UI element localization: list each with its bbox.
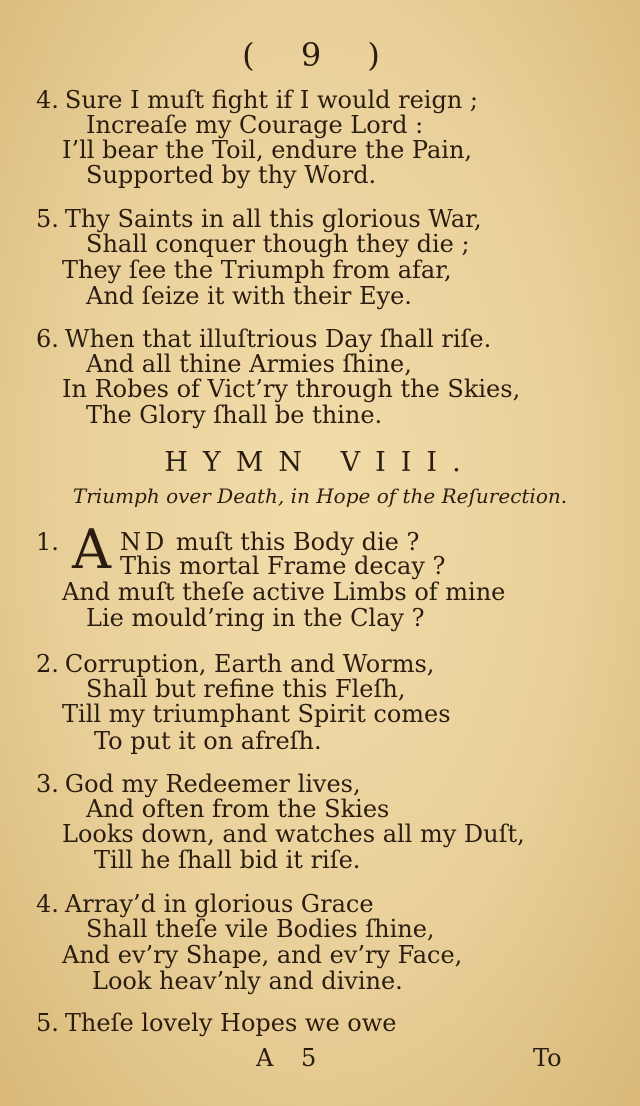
verse-text: God my Redeemer lives, xyxy=(64,770,361,798)
stanza-number: 3. xyxy=(36,770,59,798)
catchword: To xyxy=(533,1044,562,1072)
drop-cap: A xyxy=(72,518,111,581)
hymn-subtitle: Triumph over Death, in Hope of the Reſurection. xyxy=(72,484,568,508)
stanza-6-line-1 xyxy=(36,325,491,353)
verse-text: Theſe lovely Hopes we owe xyxy=(64,1009,397,1037)
stanza-4-line-2: Increaſe my Courage Lord : xyxy=(86,111,424,139)
stanza-6-line-2: And all thine Armies ſhine, xyxy=(86,350,412,378)
hymn-stanza-1-number: 1. xyxy=(36,528,59,556)
stanza-5-line-4: And ſeize it with their Eye. xyxy=(86,282,412,310)
hymn-stanza-2-line-3: Till my triumphant Spirit comes xyxy=(62,700,451,728)
stanza-5-line-1 xyxy=(36,205,482,233)
hymn-stanza-1-line-2: This mortal Frame decay ? xyxy=(120,552,446,580)
stanza-number: 2. xyxy=(36,650,59,678)
hymn-stanza-1-line-3: And muſt theſe active Limbs of mine xyxy=(62,578,506,606)
hymn-stanza-2-line-4: To put it on afreſh. xyxy=(94,727,322,755)
stanza-4-line-4: Supported by thy Word. xyxy=(86,161,377,189)
verse-text: Thy Saints in all this glorious War, xyxy=(64,205,482,233)
verse-text: Corruption, Earth and Worms, xyxy=(64,650,435,678)
hymn-stanza-4-line-1 xyxy=(36,890,374,918)
verse-text: Array’d in glorious Grace xyxy=(64,890,374,918)
hymn-stanza-3-line-2: And often from the Skies xyxy=(86,795,390,823)
stanza-number: 6. xyxy=(36,325,59,353)
hymn-stanza-5-line-1 xyxy=(36,1009,397,1037)
signature-mark: A 5 xyxy=(256,1044,327,1072)
stanza-4-line-1 xyxy=(36,86,478,114)
stanza-number: 5. xyxy=(36,1009,59,1037)
hymn-stanza-4-line-4: Look heav’nly and divine. xyxy=(92,967,403,995)
page-number: ( 9 ) xyxy=(242,36,398,74)
stanza-number: 4. xyxy=(36,890,59,918)
hymn-stanza-3-line-3: Looks down, and watches all my Duſt, xyxy=(62,820,525,848)
hymn-stanza-4-line-2: Shall theſe vile Bodies ſhine, xyxy=(86,915,435,943)
hymn-stanza-1-line-4: Lie mould’ring in the Clay ? xyxy=(86,604,425,632)
hymn-stanza-2-line-1 xyxy=(36,650,434,678)
verse-text: muſt this Body die ? xyxy=(168,528,420,556)
stanza-6-line-3: In Robes of Vict’ry through the Skies, xyxy=(62,375,521,403)
stanza-5-line-2: Shall conquer though they die ; xyxy=(86,230,470,258)
stanza-5-line-3: They ſee the Triumph from afar, xyxy=(62,256,452,284)
verse-text: Sure I muſt fight if I would reign ; xyxy=(64,86,478,114)
hymn-title: HYMN VIII. xyxy=(164,447,476,478)
small-caps-word: ND xyxy=(120,528,169,556)
verse-text: When that illuſtrious Day ſhall riſe. xyxy=(64,325,492,353)
hymn-stanza-2-line-2: Shall but refine this Fleſh, xyxy=(86,675,406,703)
hymn-stanza-3-line-4: Till he ſhall bid it riſe. xyxy=(94,846,361,874)
stanza-number: 5. xyxy=(36,205,59,233)
hymn-stanza-3-line-1 xyxy=(36,770,361,798)
stanza-number: 4. xyxy=(36,86,59,114)
stanza-6-line-4: The Glory ſhall be thine. xyxy=(86,401,383,429)
hymn-stanza-4-line-3: And ev’ry Shape, and ev’ry Face, xyxy=(62,941,463,969)
stanza-4-line-3: I’ll bear the Toil, endure the Pain, xyxy=(62,136,473,164)
